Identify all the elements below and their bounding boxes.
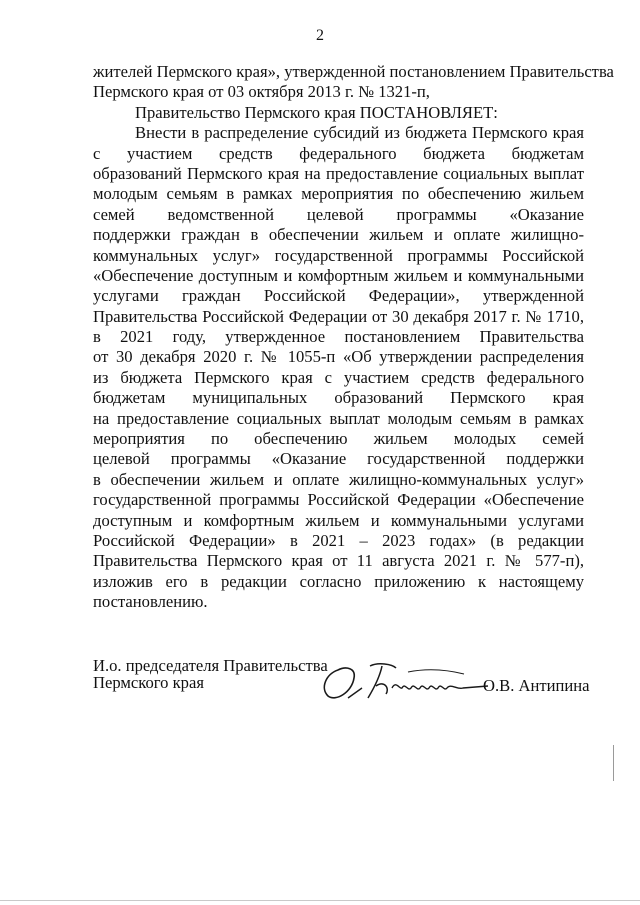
text-line: семей ведомственной целевой программы «Оказание	[93, 204, 584, 224]
signatory-title-line: И.о. председателя Правительства	[93, 656, 328, 675]
text-line: изложив его в редакции согласно приложению к настоящему	[93, 571, 584, 591]
text-line: Российской Федерации» в 2021 – 2023 годах» (в редакции	[93, 530, 584, 550]
page-bottom-edge	[0, 900, 640, 901]
text-line: с участием средств федерального бюджета бюджетам	[93, 143, 584, 163]
text-line: жителей Пермского края», утвержденной постановлением Правительства	[93, 62, 614, 81]
text-line: Внести в распределение субсидий из бюджета Пермского края	[135, 123, 584, 143]
text-line: Правительства Пермского края от 11 августа 2021 г. № 577-п),	[93, 551, 584, 571]
text-line: постановлению.	[93, 592, 208, 612]
text-line: услугами граждан Российской Федерации», утвержденной	[93, 286, 584, 306]
handwritten-signature	[318, 658, 493, 702]
text-line: образований Пермского края на предоставление социальных выплат	[93, 163, 584, 183]
text-line: молодым семьям в рамках мероприятия по обеспечению жильем	[93, 184, 584, 204]
text-line: бюджетам муниципальных образований Пермского края	[93, 388, 584, 408]
text-line: государственной программы Российской Федерации «Обеспечение	[93, 490, 584, 510]
text-line: в 2021 году, утвержденное постановлением Правительства	[93, 327, 584, 347]
text-line: мероприятия по обеспечению жильем молодых семей	[93, 429, 584, 449]
text-line: доступным и комфортным жильем и коммунальными услугами	[93, 510, 584, 530]
page-number: 2	[316, 27, 324, 44]
signatory-name: О.В. Антипина	[483, 676, 590, 695]
resolves-line: Правительство Пермского края ПОСТАНОВЛЯЕТ:	[135, 102, 498, 122]
signatory-title-line: Пермского края	[93, 672, 204, 692]
text-line: Пермского края от 03 октября 2013 г. № 1321-п,	[93, 82, 430, 102]
text-line: «Обеспечение доступным и комфортным жильем и коммунальными	[93, 265, 584, 285]
text-line: от 30 декабря 2020 г. № 1055-п «Об утверждении распределения	[93, 347, 584, 367]
text-line: Правительства Российской Федерации от 30 декабря 2017 г. № 1710,	[93, 306, 584, 326]
resolution-text	[93, 62, 614, 613]
text-line: целевой программы «Оказание государственной поддержки	[93, 449, 584, 469]
scan-edge-mark	[613, 745, 614, 781]
text-line: поддержки граждан в обеспечении жильем и оплате жилищно-	[93, 225, 584, 245]
signatory-title	[93, 658, 328, 691]
text-line: из бюджета Пермского края с участием средств федерального	[93, 367, 584, 387]
signature-block	[93, 658, 593, 718]
text-line: на предоставление социальных выплат молодым семьям в рамках	[93, 408, 584, 428]
text-line: коммунальных услуг» государственной программы Российской	[93, 245, 584, 265]
text-line: в обеспечении жильем и оплате жилищно-коммунальных услуг»	[93, 469, 584, 489]
